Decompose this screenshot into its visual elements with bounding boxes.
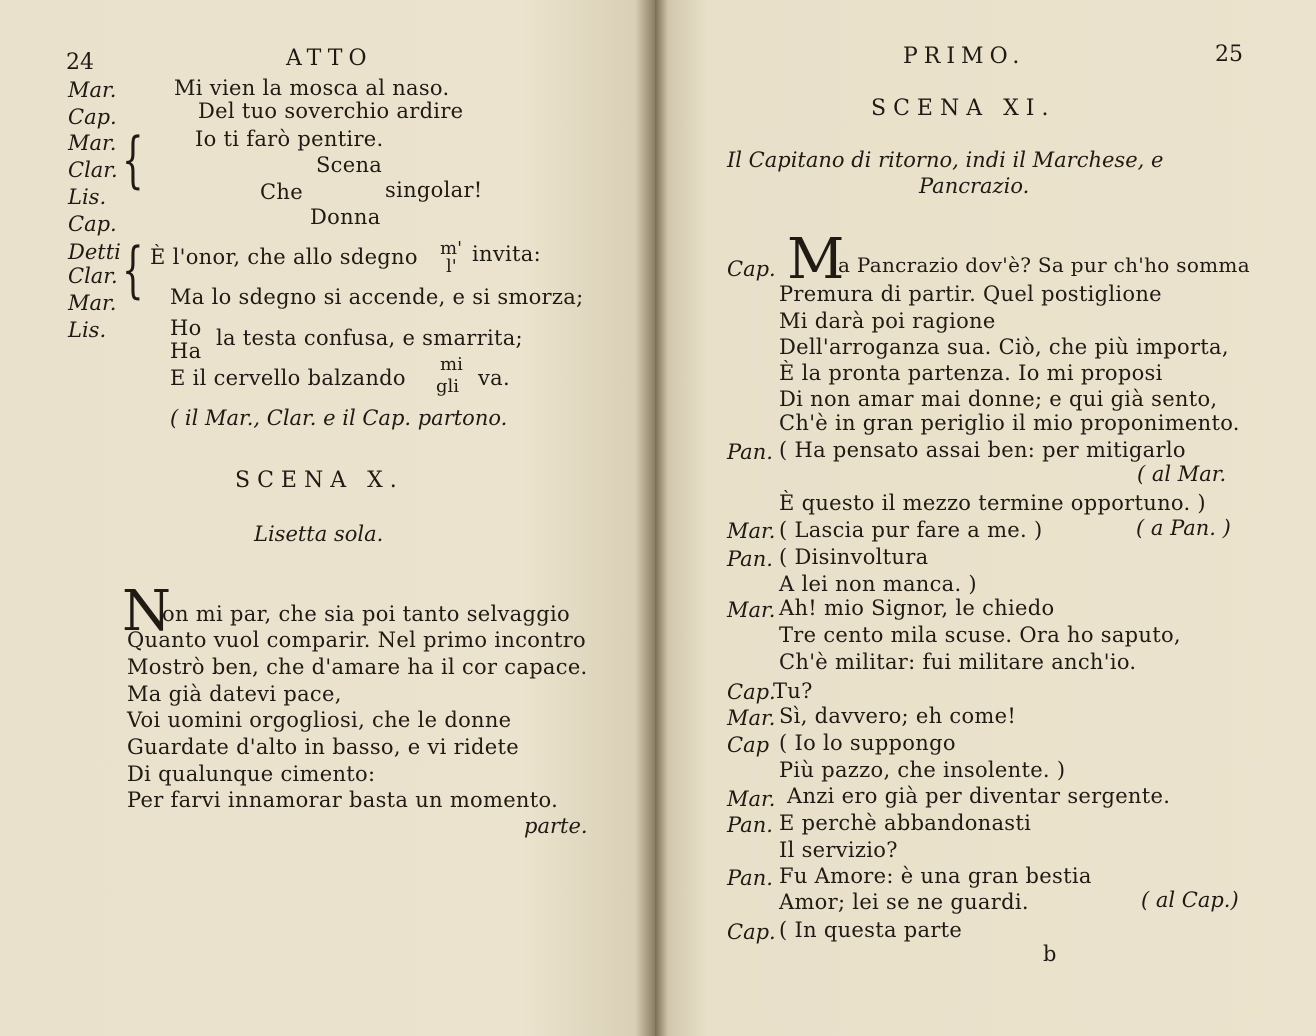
verse-line: Più pazzo, che insolente. ) — [779, 758, 1066, 782]
page-number: 24 — [66, 50, 94, 75]
running-head: ATTO — [286, 46, 373, 71]
verse-line: Sì, davvero; eh come! — [779, 704, 1017, 728]
verse-line: Voi uomini orgogliosi, che le donne — [127, 708, 512, 732]
verse-line: A lei non manca. ) — [779, 572, 977, 596]
variant-superscript: Ho — [170, 316, 202, 340]
verse-line: Che — [260, 180, 303, 204]
verse-line: Tre cento mila scuse. Ora ho saputo, — [779, 623, 1181, 647]
verse-line: Fu Amore: è una gran bestia — [779, 864, 1092, 888]
signature-mark: b — [1043, 942, 1057, 966]
verse-line: Ah! mio Signor, le chiedo — [779, 596, 1055, 620]
scene-title: SCENA XI. — [871, 96, 1056, 121]
variant-superscript: mi — [440, 354, 463, 375]
verse-line: È la pronta partenza. Io mi proposi — [779, 361, 1163, 385]
verse-line: ( Lascia pur fare a me. ) — [779, 518, 1043, 542]
verse-line: Il servizio? — [779, 838, 898, 862]
stage-direction: ( a Pan. ) — [1136, 516, 1231, 540]
variant-superscript: m' — [440, 238, 463, 259]
right-page — [655, 0, 1316, 1036]
speaker-label: Cap. — [727, 920, 776, 944]
speaker-label: Mar. — [727, 706, 776, 730]
verse-line: Amor; lei se ne guardi. — [779, 890, 1029, 914]
verse-line: Mi darà poi ragione — [779, 309, 996, 333]
verse-line: Mi vien la mosca al naso. — [174, 76, 450, 100]
stage-direction: ( al Cap.) — [1141, 888, 1239, 912]
verse-line: E perchè abbandonasti — [779, 811, 1032, 835]
verse-line: È l'onor, che allo sdegno — [150, 245, 418, 269]
verse-line: a Pancrazio dov'è? Sa pur ch'ho somma — [838, 253, 1250, 277]
verse-line: Dell'arroganza sua. Ciò, che più importa, — [779, 335, 1229, 359]
verse-line: ( Ha pensato assai ben: per mitigarlo — [779, 438, 1186, 462]
speaker-label: Cap. — [727, 680, 776, 704]
brace-bracket: { — [122, 234, 144, 307]
verse-line: on mi par, che sia poi tanto selvaggio — [162, 602, 570, 626]
speaker-label: Lis. — [68, 318, 107, 342]
verse-line: Scena — [316, 153, 383, 177]
speaker-label: Cap. — [68, 105, 117, 129]
verse-line: E il cervello balzando — [170, 366, 406, 390]
drop-cap: M — [787, 227, 845, 292]
variant-subscript: l' — [446, 256, 457, 277]
speaker-label: Pan. — [727, 440, 773, 464]
verse-line: Ch'è militar: fui militare anch'io. — [779, 650, 1137, 674]
scene-subtitle: Pancrazio. — [919, 174, 1030, 198]
brace-bracket: { — [122, 124, 144, 197]
speaker-label: Pan. — [727, 547, 773, 571]
variant-subscript: gli — [436, 376, 460, 397]
verse-line: ( In questa parte — [779, 918, 963, 942]
speaker-label: Mar. — [727, 598, 776, 622]
speaker-label: Mar. — [68, 78, 117, 102]
speaker-label: Mar. — [68, 291, 117, 315]
stage-direction: ( al Mar. — [1137, 462, 1227, 486]
verse-line: Guardate d'alto in basso, e vi ridete — [127, 735, 519, 759]
verse-line: Di non amar mai donne; e qui già sento, — [779, 387, 1218, 411]
left-page — [0, 0, 655, 1036]
verse-line: Per farvi innamorar basta un momento. — [127, 788, 559, 812]
stage-direction: parte. — [524, 814, 588, 838]
verse-line: Donna — [310, 205, 381, 229]
page-number: 25 — [1215, 42, 1243, 67]
speaker-label: Detti — [68, 240, 121, 264]
verse-line: Ma già datevi pace, — [127, 682, 342, 706]
verse-line: ( Disinvoltura — [779, 545, 929, 569]
verse-line: Del tuo soverchio ardire — [198, 99, 464, 123]
verse-line: singolar! — [385, 178, 483, 202]
running-head: PRIMO. — [903, 44, 1026, 69]
speaker-label: Cap — [727, 733, 770, 757]
verse-line: va. — [478, 366, 510, 390]
verse-line: ( Io lo suppongo — [779, 731, 956, 755]
verse-line: invita: — [472, 242, 541, 266]
speaker-label: Pan. — [727, 813, 773, 837]
verse-line: Tu? — [773, 679, 813, 703]
verse-line: Mostrò ben, che d'amare ha il cor capace. — [127, 655, 588, 679]
verse-line: la testa confusa, e smarrita; — [216, 326, 523, 350]
speaker-label: Mar. — [68, 131, 117, 155]
speaker-label: Mar. — [727, 787, 776, 811]
stage-direction: ( il Mar., Clar. e il Cap. partono. — [170, 406, 508, 430]
speaker-label: Cap. — [68, 212, 117, 236]
scene-subtitle: Lisetta sola. — [254, 522, 384, 546]
verse-line: Di qualunque cimento: — [127, 762, 376, 786]
speaker-label: Clar. — [68, 158, 118, 182]
verse-line: È questo il mezzo termine opportuno. ) — [779, 491, 1206, 515]
verse-line: Ma lo sdegno si accende, e si smorza; — [170, 285, 584, 309]
scene-subtitle: Il Capitano di ritorno, indi il Marchese, e — [727, 148, 1164, 172]
speaker-label: Clar. — [68, 264, 118, 288]
speaker-label: Cap. — [727, 257, 776, 281]
speaker-label: Mar. — [727, 519, 776, 543]
variant-subscript: Ha — [170, 339, 202, 363]
speaker-label: Pan. — [727, 866, 773, 890]
verse-line: Anzi ero già per diventar sergente. — [787, 784, 1171, 808]
verse-line: Io ti farò pentire. — [195, 127, 384, 151]
verse-line: Quanto vuol comparir. Nel primo incontro — [127, 628, 586, 652]
scene-title: SCENA X. — [235, 468, 404, 493]
drop-cap: N — [122, 579, 171, 644]
verse-line: Ch'è in gran periglio il mio proponimento. — [779, 411, 1240, 435]
speaker-label: Lis. — [68, 185, 107, 209]
verse-line: Premura di partir. Quel postiglione — [779, 282, 1162, 306]
